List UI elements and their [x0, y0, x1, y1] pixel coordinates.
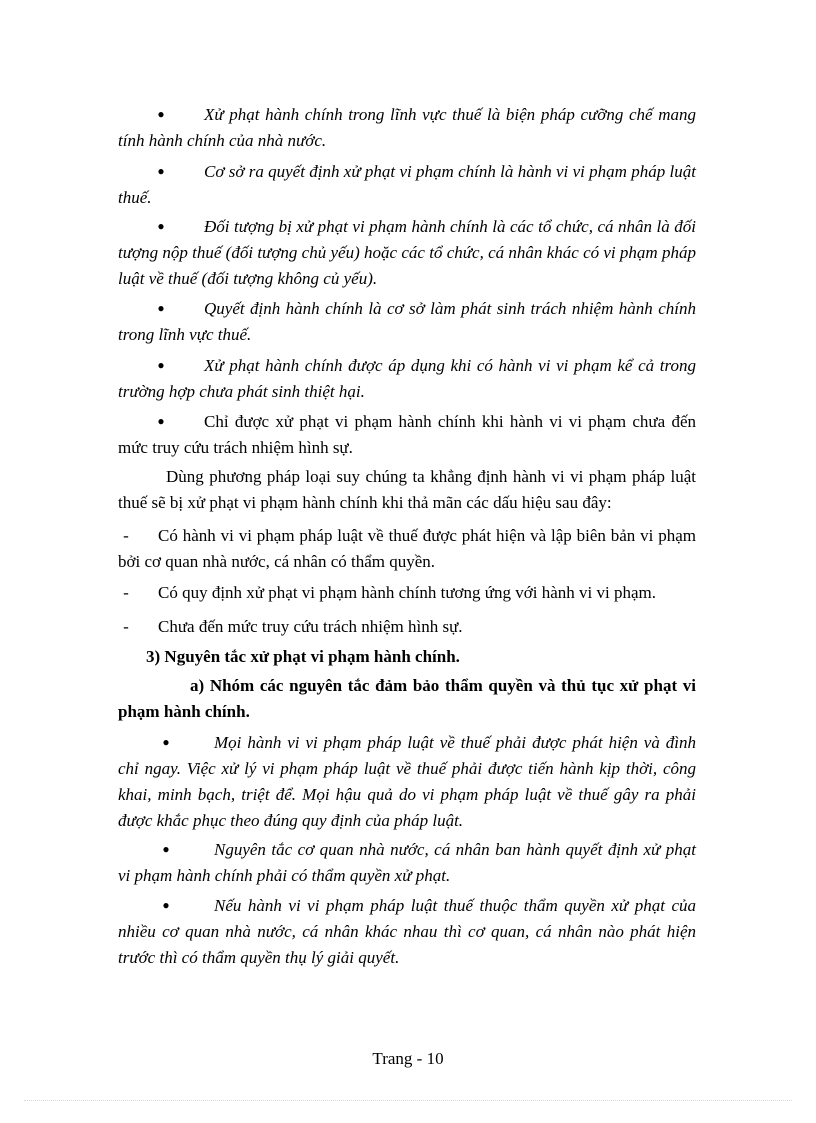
paragraph-text: Mọi hành vi vi phạm pháp luật về thuế phải được phát hiện và đình chỉ ngay. Việc xử lý vi phạm pháp luật về thuế phải được tiến hành kịp thời, công khai, minh bạch, triệt để. Mọi hậu quả do vi phạm pháp luật về thuế gây ra phải được khắc phục theo đúng quy định của pháp luật. [118, 733, 696, 830]
bullet-paragraph [118, 836, 696, 889]
bullet-icon: ● [157, 107, 165, 121]
paragraph-text: Nếu hành vi vi phạm pháp luật thuế thuộc thẩm quyền xử phạt của nhiều cơ quan nhà nước, cá nhân khác nhau thì cơ quan, cá nhân nào phát hiện trước thì có thẩm quyền thụ lý giải quyết. [118, 896, 696, 967]
paragraph-text: Có hành vi vi phạm pháp luật về thuế được phát hiện và lập biên bản vi phạm bởi cơ quan nhà nước, cá nhân có thẩm quyền. [118, 526, 696, 571]
bullet-paragraph [118, 729, 696, 834]
paragraph-text: Xử phạt hành chính được áp dụng khi có hành vi vi phạm kể cả trong trường hợp chưa phát sinh thiệt hại. [118, 356, 696, 401]
dash-item [118, 523, 696, 575]
paragraph-text: Chỉ được xử phạt vi phạm hành chính khi hành vi vi phạm chưa đến mức truy cứu trách nhiệm hình sự. [118, 412, 696, 457]
paragraph-text: Nguyên tắc cơ quan nhà nước, cá nhân ban hành quyết định xử phạt vi phạm hành chính phải có thẩm quyền xử phạt. [118, 840, 696, 885]
dash-icon: - [123, 583, 129, 602]
bullet-icon: ● [157, 219, 165, 233]
section-heading-3: 3) Nguyên tắc xử phạt vi phạm hành chính. [146, 647, 460, 666]
dash-item [118, 580, 696, 606]
bullet-paragraph [118, 295, 696, 348]
paragraph-text: Quyết định hành chính là cơ sở làm phát sinh trách nhiệm hành chính trong lĩnh vực thuế. [118, 299, 696, 344]
bullet-icon: ● [162, 842, 170, 856]
bullet-icon: ● [162, 735, 170, 749]
dash-item [118, 614, 696, 640]
paragraph-text: Đối tượng bị xử phạt vi phạm hành chính là các tổ chức, cá nhân là đối tượng nộp thuế (đối tượng chủ yếu) hoặc các tổ chức, cá nhân khác có vi phạm pháp luật về thuế (đối tượng không củ yếu). [118, 217, 696, 288]
paragraph-text: Xử phạt hành chính trong lĩnh vực thuế là biện pháp cưỡng chế mang tính hành chính của nhà nước. [118, 105, 696, 150]
bullet-paragraph [118, 101, 696, 154]
paragraph-text: Cơ sở ra quyết định xử phạt vi phạm chính là hành vi vi phạm pháp luật thuế. [118, 162, 696, 207]
subsection-heading-a: a) Nhóm các nguyên tắc đảm bảo thẩm quyền và thủ tục xử phạt vi phạm hành chính. [118, 676, 696, 721]
page-bottom-divider [24, 1100, 792, 1101]
bullet-icon: ● [157, 358, 165, 372]
bullet-icon: ● [157, 301, 165, 315]
bullet-paragraph [118, 408, 696, 461]
paragraph-text: Chưa đến mức truy cứu trách nhiệm hình sự. [158, 617, 463, 636]
dash-icon: - [123, 617, 129, 636]
bullet-icon: ● [157, 414, 165, 428]
intro-paragraph: Dùng phương pháp loại suy chúng ta khẳng định hành vi vi phạm pháp luật thuế sẽ bị xử phạt vi phạm hành chính khi thả mãn các dấu hiệu sau đây: [118, 467, 696, 512]
page-number: Trang - 10 [372, 1049, 444, 1068]
dash-icon: - [123, 526, 129, 545]
bullet-paragraph [118, 213, 696, 292]
paragraph-text: Có quy định xử phạt vi phạm hành chính tương ứng với hành vi vi phạm. [158, 583, 656, 602]
bullet-icon: ● [157, 164, 165, 178]
bullet-paragraph [118, 158, 696, 211]
bullet-paragraph [118, 892, 696, 971]
bullet-icon: ● [162, 898, 170, 912]
bullet-paragraph [118, 352, 696, 405]
